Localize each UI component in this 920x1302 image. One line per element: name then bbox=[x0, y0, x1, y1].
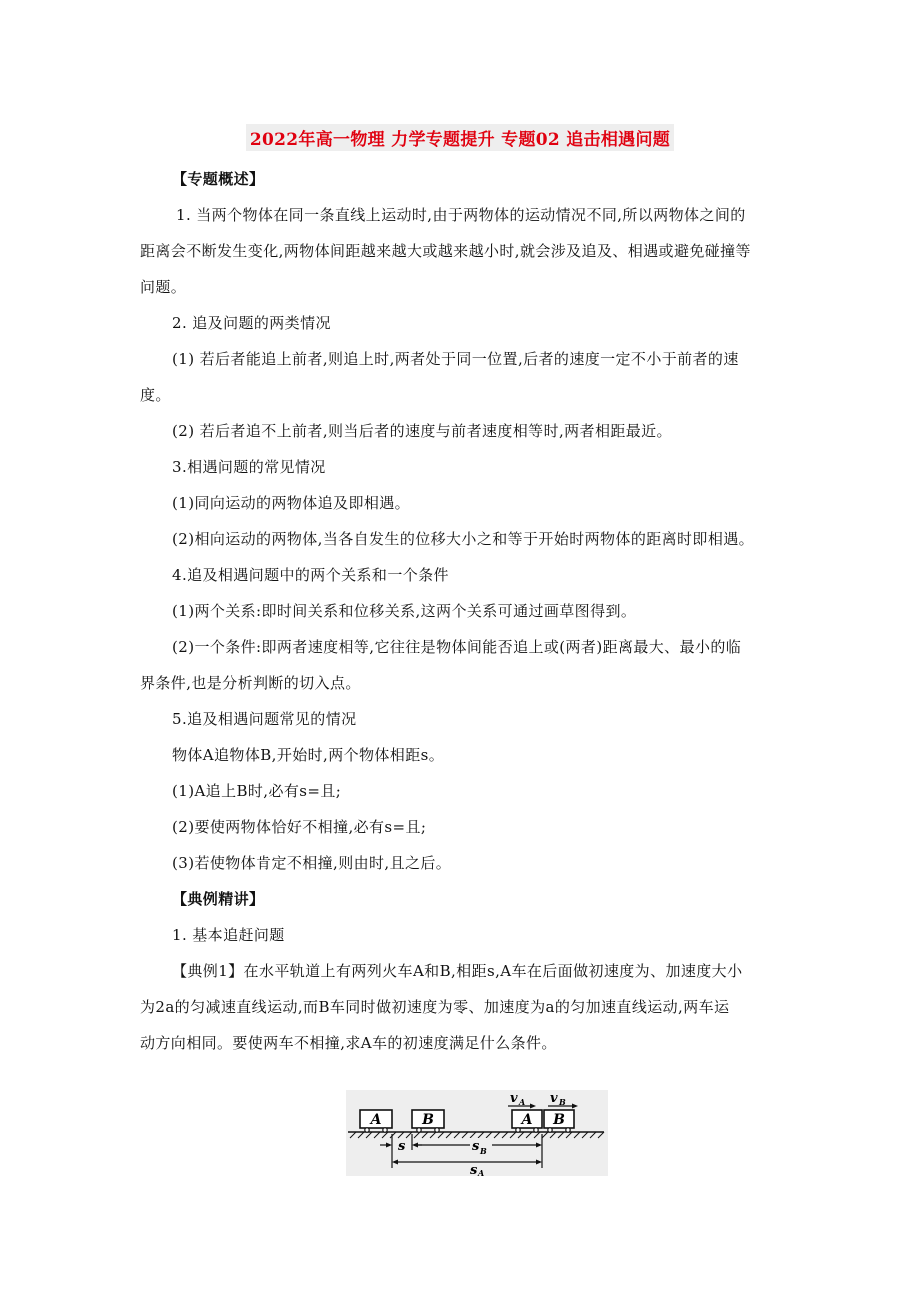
paragraph-line: 物体A追物体B,开始时,两个物体相距s。 bbox=[172, 746, 445, 764]
dimension-sb-label: s bbox=[472, 1139, 480, 1154]
velocity-b-sub: B bbox=[559, 1097, 566, 1107]
velocity-b bbox=[548, 1091, 578, 1109]
dimension-s-label: s bbox=[398, 1139, 406, 1154]
paragraph-line: 【典例1】在水平轨道上有两列火车A和B,相距s,A车在后面做初速度为、加速度大小 bbox=[172, 962, 743, 980]
paragraph-line: 1. 当两个物体在同一条直线上运动时,由于两物体的运动情况不同,所以两物体之间的 bbox=[176, 206, 746, 224]
paragraph-line: 动方向相同。要使两车不相撞,求A车的初速度满足什么条件。 bbox=[140, 1034, 557, 1052]
paragraph-line: 问题。 bbox=[140, 278, 187, 296]
car-a-final bbox=[512, 1110, 542, 1132]
paragraph-line: 为2a的匀减速直线运动,而B车同时做初速度为零、加速度为a的匀加速直线运动,两车运 bbox=[140, 998, 730, 1016]
paragraph-line: (1)两个关系:即时间关系和位移关系,这两个关系可通过画草图得到。 bbox=[172, 602, 637, 620]
car-b-final bbox=[544, 1110, 574, 1132]
dimension-sa bbox=[392, 1160, 542, 1177]
velocity-a-sub: A bbox=[519, 1097, 526, 1107]
ground-hatching bbox=[350, 1132, 604, 1138]
dimension-sa-sub: A bbox=[478, 1168, 485, 1176]
section-heading-overview: 【专题概述】 bbox=[172, 170, 265, 188]
dimension-sb-sub: B bbox=[480, 1146, 487, 1156]
paragraph-line: 距离会不断发生变化,两物体间距越来越大或越来越小时,就会涉及追及、相遇或避免碰撞等 bbox=[140, 242, 751, 260]
paragraph-line: (1)A追上B时,必有s=且; bbox=[172, 782, 342, 800]
paragraph-line: (1) 若后者能追上前者,则追上时,两者处于同一位置,后者的速度一定不小于前者的速 bbox=[172, 350, 739, 368]
paragraph-line: (3)若使物体肯定不相撞,则由时,且之后。 bbox=[172, 854, 452, 872]
train-diagram bbox=[346, 1090, 608, 1176]
velocity-a-v: v bbox=[510, 1091, 518, 1106]
paragraph-line: 4.追及相遇问题中的两个关系和一个条件 bbox=[172, 566, 449, 584]
paragraph-line: 界条件,也是分析判断的切入点。 bbox=[140, 674, 361, 692]
section-heading-examples: 【典例精讲】 bbox=[172, 890, 265, 908]
paragraph-line: 5.追及相遇问题常见的情况 bbox=[172, 710, 357, 728]
paragraph-line: (2)一个条件:即两者速度相等,它往往是物体间能否追上或(两者)距离最大、最小的临 bbox=[172, 638, 742, 656]
car-a-initial bbox=[360, 1110, 392, 1132]
paragraph-line: 2. 追及问题的两类情况 bbox=[172, 314, 331, 332]
dimension-sa-label: s bbox=[470, 1163, 478, 1176]
paragraph-line: (2) 若后者追不上前者,则当后者的速度与前者速度相等时,两者相距最近。 bbox=[172, 422, 672, 440]
reference-lines bbox=[392, 1134, 542, 1168]
paragraph-line: 3.相遇问题的常见情况 bbox=[172, 458, 326, 476]
velocity-b-v: v bbox=[550, 1091, 558, 1106]
paragraph-line: 度。 bbox=[140, 386, 171, 404]
car-b-label: B bbox=[422, 1112, 434, 1128]
paragraph-line: (2)相向运动的两物体,当各自发生的位移大小之和等于开始时两物体的距离时即相遇。 bbox=[172, 530, 755, 548]
paragraph-line: 1. 基本追赶问题 bbox=[172, 926, 285, 944]
car-a-label: A bbox=[370, 1112, 382, 1128]
paragraph-line: (2)要使两物体恰好不相撞,必有s=且; bbox=[172, 818, 427, 836]
car-a-final-label: A bbox=[521, 1112, 533, 1128]
paragraph-line: (1)同向运动的两物体追及即相遇。 bbox=[172, 494, 411, 512]
train-diagram-svg bbox=[346, 1090, 608, 1176]
dimension-s bbox=[380, 1139, 422, 1154]
document-title-wrap bbox=[0, 124, 920, 151]
velocity-a bbox=[508, 1091, 536, 1109]
car-b-initial bbox=[412, 1110, 444, 1132]
dimension-sb bbox=[414, 1138, 542, 1156]
car-b-final-label: B bbox=[553, 1112, 565, 1128]
document-title: 2022年高一物理 力学专题提升 专题02 追击相遇问题 bbox=[246, 124, 674, 151]
